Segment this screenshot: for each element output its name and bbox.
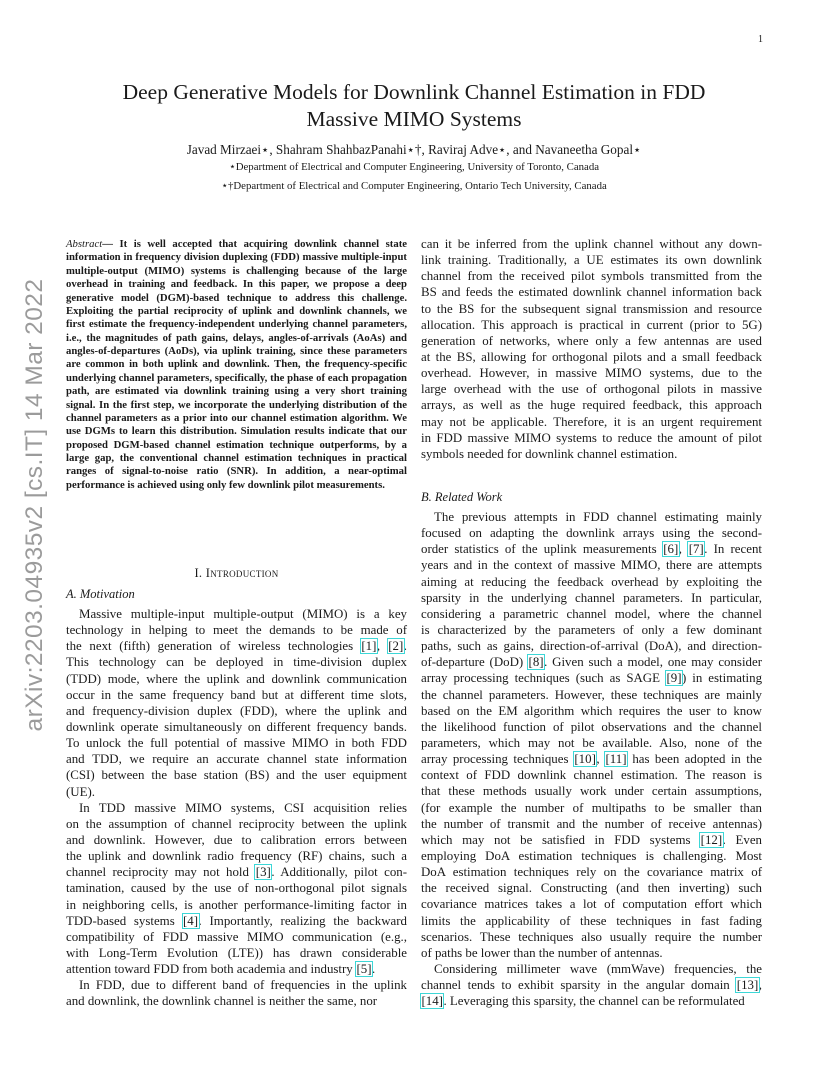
page-number: 1 — [758, 34, 763, 45]
abstract-text: — It is well accepted that acquiring downlink channel state information in frequency division duplexing (FDD) massive multiple-input multiple-output (MIMO) systems is challenging because of the large overhead in training and feedback. In this paper, we propose a deep generative model (DGM)-based technique to address this challenge. Exploiting the partial reciprocity of uplink and downlink channels, we first estimate the frequency-independent underlying channel parameters, i.e., the magnitudes of path gains, delays, angles-of-arrivals (AoAs) and angles-of-departures (AoDs), via uplink training, since these parameters are common in both uplink and downlink. Then, the frequency-specific underlying channel parameters, specifically, the phase of each propagation path, are estimated via downlink training using a very short training signal. In the first step, we incorporate the underlying distribution of the channel parameters as a prior into our channel estimation algorithm. We use DGMs to learn this distribution. Simulation results indicate that our proposed DGM-based channel estimation technique outperforms, by a large gap, the conventional channel estimation techniques in practical ranges of signal-to-noise ratio (SNR). In addition, a near-optimal performance is achieved using only few downlink pilot measurements. — [66, 238, 407, 491]
citation-link[interactable]: [3] — [255, 865, 271, 880]
citation-link[interactable]: [6] — [663, 542, 679, 557]
body-text-line: allocation. This approach is practical in current (prior to 5G) — [421, 317, 762, 332]
body-text-line: and TDD, we require an accurate channel state information — [66, 752, 407, 767]
body-text-line: DoA estimation techniques rely on the covariance matrix of — [421, 865, 762, 880]
citation-link[interactable]: [2] — [388, 639, 404, 654]
body-text-line: order statistics of the uplink measurements [6], [7]. In recent — [421, 542, 762, 557]
body-text-line: context of FDD downlink channel estimation. The reason is — [421, 768, 762, 783]
abstract — [66, 238, 407, 492]
body-text-line: may not be applicable. Therefore, it is an urgent requirement — [421, 414, 762, 429]
body-text-line: (TDD) mode, where the uplink and downlink communication — [66, 671, 407, 686]
author-list: Javad Mirzaei⋆, Shahram ShahbazPanahi⋆†, Raviraj Adve⋆, and Navaneetha Gopal⋆ — [186, 142, 642, 157]
body-text-line: the next (fifth) generation of wireless technologies [1], [2]. — [66, 639, 407, 654]
body-text-line: based on the EM algorithm which requires the user to know — [421, 703, 762, 718]
body-text-line: (for example the number of multipaths to be smaller than — [421, 800, 762, 815]
section-heading-introduction: I. Introduction — [194, 566, 279, 580]
body-text-line: with Long-Term Evolution (LTE)) has drawn considerable — [66, 945, 407, 960]
body-text-line: Massive multiple-input multiple-output (MIMO) is a key — [79, 607, 407, 621]
body-text-line: channel reciprocity may not hold [3]. Additionally, pilot con- — [66, 865, 408, 880]
citation-link[interactable]: [13] — [736, 978, 759, 993]
citation-link[interactable]: [4] — [183, 913, 199, 928]
body-text-line: and frequency-division duplex (FDD), where the uplink and — [66, 703, 407, 718]
body-text-line: overhead. However, in massive MIMO systems, due to the — [421, 366, 762, 381]
body-text-line: (UE). — [66, 784, 95, 799]
arxiv-watermark — [22, 263, 48, 747]
body-text-line: on the assumption of channel reciprocity between the uplink — [66, 816, 407, 831]
body-text-line: in FDD massive MIMO systems to reduce the amount of pilot — [421, 430, 762, 445]
body-text-line: Considering millimeter wave (mmWave) frequencies, the — [434, 961, 762, 976]
body-text-line: generation of networks, where only a few antennas are used — [421, 333, 762, 348]
citation-link[interactable]: [1] — [361, 639, 377, 654]
body-text-line: years and in the context of massive MIMO, there are attempts — [421, 558, 762, 573]
body-text-line: link training. Traditionally, a UE estimates its own downlink — [421, 253, 762, 268]
body-text-line: is characterized by the parameters of only a few dominant — [421, 622, 762, 637]
arxiv-identifier: arXiv:2203.04935v2 [cs.IT] 14 Mar 2022 — [21, 278, 48, 732]
citation-link[interactable]: [7] — [688, 542, 704, 557]
citation-link[interactable]: [11] — [605, 752, 627, 767]
body-text-line: large overhead with the use of orthogonal pilots in massive — [421, 382, 762, 397]
body-text-line: TDD-based systems [4]. Importantly, realizing the backward — [66, 913, 407, 928]
abstract-label: Abstract — [66, 238, 103, 250]
citation-link[interactable]: [5] — [356, 962, 372, 977]
body-text-line: channel tends to exhibit sparsity in the angular domain [13], — [421, 978, 762, 993]
body-text-line: the channel parameters. However, these techniques are mainly — [421, 687, 762, 702]
body-text-line: To unlock the full potential of massive MIMO in both FDD — [66, 736, 407, 751]
body-text-line: which may not be satisfied in FDD systems [12]. Even — [421, 832, 763, 847]
body-text-line: array processing techniques [10], [11] has been adopted in the — [421, 752, 762, 767]
citation-link[interactable]: [14] — [421, 994, 443, 1009]
body-text-line: compatibility of FDD massive MIMO communication (e.g., — [66, 929, 407, 944]
body-text-line: in neighboring cells, is another performance-limiting factor in — [66, 897, 407, 912]
body-text-line: considering a parametric channel model, where the channel — [421, 606, 762, 621]
citation-link[interactable]: [8] — [528, 655, 544, 670]
title-line-1: Deep Generative Models for Downlink Channel Estimation in FDD — [122, 80, 706, 104]
body-text-line: limits the applicability of these techniques in fast fading — [421, 913, 762, 928]
body-text-line: that these methods usually work under certain assumptions, — [421, 784, 762, 799]
citation-link[interactable]: [9] — [666, 671, 682, 686]
body-text-line: arrays, as well as the huge required feedback, this approach — [421, 398, 762, 413]
body-text-line: BS and feeds the estimated downlink channel information back — [421, 285, 762, 300]
body-text-line: aiming at reducing the feedback overhead by exploiting the — [421, 574, 762, 589]
body-text-line: occur in the same frequency band but at different time slots, — [66, 687, 407, 702]
body-text-line: channel from the received pilot symbols transmitted from the — [421, 269, 762, 284]
body-text-line: symbols needed for downlink channel estimation. — [421, 446, 678, 461]
body-text-line: array processing techniques (such as SAGE [9]) in estimating — [421, 671, 763, 686]
body-text-line: paths, such as gains, direction-of-arrival (DoA), and direction- — [421, 639, 762, 654]
body-text-line: parameters, which may not be available. Also, none of the — [421, 735, 762, 750]
paper-title — [60, 79, 768, 133]
body-text-line: covariance matrices takes a lot of computation effort which — [421, 897, 762, 912]
body-text-line: employing DoA estimation techniques is challenging. Most — [421, 848, 762, 863]
body-text-line: [14]. Leveraging this sparsity, the channel can be reformulated — [421, 994, 745, 1009]
citation-link[interactable]: [10] — [574, 752, 596, 767]
body-text-line: tamination, caused by the use of non-orthogonal pilot signals — [66, 881, 407, 896]
body-text-line: scenarios. These techniques also usually require the number — [421, 929, 762, 944]
affiliation-ontario-tech: ⋆†Department of Electrical and Computer Engineering, Ontario Tech University, Canada — [221, 180, 607, 192]
body-text-line: In FDD, due to different band of frequencies in the uplink — [79, 978, 407, 993]
body-text-line: the received signal. Constructing (and then inverting) such — [421, 881, 762, 896]
body-text-line: (CSI) between the base station (BS) and the user equipment — [66, 768, 407, 783]
body-text-line: This technology can be deployed in time-division duplex — [66, 655, 407, 670]
body-text-line: the likelihood function of pilot observations and the channel — [421, 719, 762, 734]
title-line-2: Massive MIMO Systems — [306, 107, 522, 131]
body-text-line: The previous attempts in FDD channel estimating mainly — [434, 510, 762, 524]
body-text-line: of paths be lower than the number of antennas. — [421, 945, 663, 960]
body-text-line: downlink operate simultaneously on different frequency bands. — [66, 719, 407, 734]
body-text-line: In TDD massive MIMO systems, CSI acquisition relies — [79, 800, 407, 815]
body-text-line: can it be inferred from the uplink channel without any down- — [421, 237, 762, 251]
body-text-line: technology in helping to meet the demands to be made of — [66, 623, 407, 638]
affiliation-toronto: ⋆Department of Electrical and Computer Engineering, University of Toronto, Canada — [228, 161, 600, 173]
body-text-line: the uplink and downlink radio frequency (RF) chains, such a — [66, 849, 407, 864]
subsection-heading-related-work: B. Related Work — [421, 490, 503, 504]
body-text-line: of-departure (DoD) [8]. Given such a model, one may consider — [421, 655, 762, 670]
body-text-line: and downlink. However, due to calibration errors between — [66, 832, 407, 847]
body-text-line: focused on adapting the downlink arrays using the second- — [421, 526, 762, 541]
subsection-heading-motivation: A. Motivation — [66, 587, 135, 601]
citation-link[interactable]: [12] — [700, 832, 723, 847]
body-text-line: to the BS for the subsequent signal transmission and resource — [421, 301, 762, 316]
body-text-line: at the BS, allowing for orthogonal pilots and a small feedback — [421, 349, 762, 364]
body-text-line: sparsity in the underlying channel parameters. In particular, — [421, 590, 762, 605]
body-text-line: attention toward FDD from both academia and industry [5]. — [66, 962, 376, 977]
body-text-line: the number of transmit and the number of receive antennas) — [421, 816, 762, 831]
body-text-line: and downlink, the downlink channel is neither the same, nor — [66, 994, 378, 1009]
